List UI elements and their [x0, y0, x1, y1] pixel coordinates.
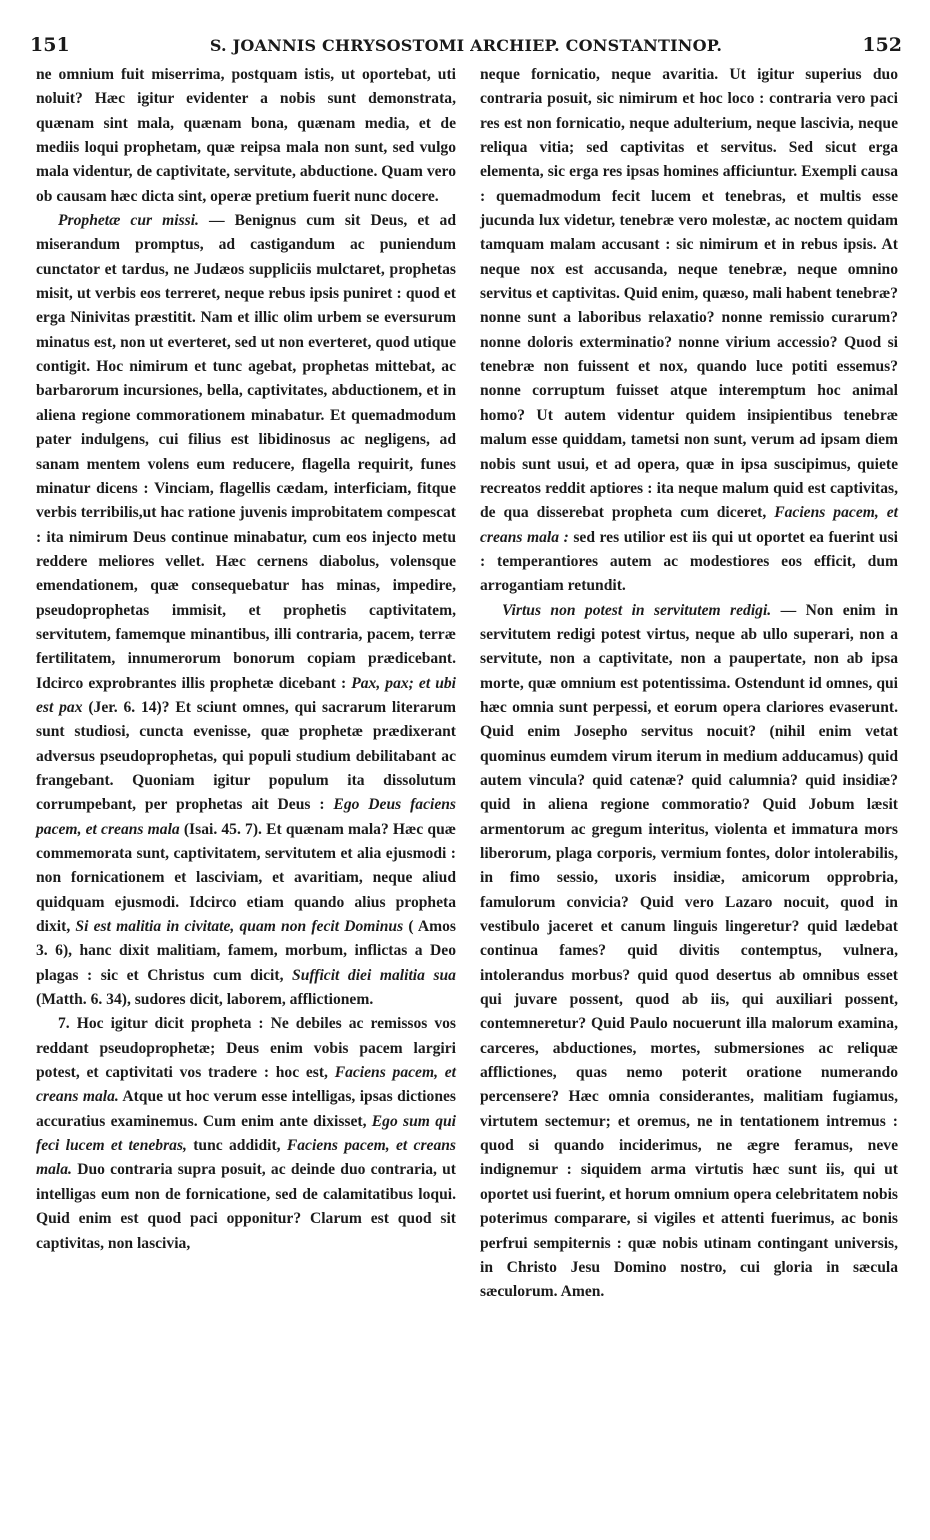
paragraph	[36, 209, 456, 1012]
paragraph-text: sed res utilior est iis qui ut oportet ea fuerint usi : temperantiores autem ac modestiores eos efficit, dum arrogantiam retundit.	[480, 528, 899, 595]
quotation: Faciens pacem, et creans mala.	[36, 1064, 456, 1106]
quotation: Ego sum qui feci lucem et tenebras,	[36, 1112, 456, 1155]
paragraph-text: Duo contraria supra posuit, ac deinde duo contraria, ut intelligas eum non de fornicatione, sed de calamitatibus loqui. Quid enim est quod paci opponitur? Clarum est quod sit captivitas, non lascivia,	[36, 1161, 456, 1252]
paragraph	[480, 599, 898, 1305]
page-number-left: 151	[30, 34, 70, 56]
running-title: S. JOANNIS CHRYSOSTOMI ARCHIEP. CONSTANTINOP.	[209, 36, 723, 55]
quotation: Faciens pacem, et creans mala :	[480, 504, 898, 546]
left-column	[36, 63, 456, 1256]
paragraph-text: neque fornicatio, neque avaritia. Ut igitur superius duo contraria posuit, sic nimirum et hoc loco : contraria vero paci res est non fornicatio, neque adulterium, neque lascivia, neque reliqua vitia; sed captivitas et servitus. Sed sicut erga elementa, sic erga res ipsas homines afficiuntur. Exempli causa : quemadmodum fecit lucem et tenebras, et multis esse jucunda lux videtur, tenebræ vero molestæ, ac noctem quidam tamquam malam accusant : sic nimirum et in rebus ipsis. At neque nox est accusanda, neque tenebræ, neque omnino servitus et captivitas. Quid enim, quæso, mali habent tenebræ? nonne sunt a laboribus relaxatio? nonne remissio curarum? nonne doloris exterminatio? nonne virium accessio? Quod si tenebræ non fuissent et nox, quando luce potiti essemus? nonne corruptum fuisset atque interemptum hoc animal homo? Ut autem videntur quidem insipientibus tenebræ malum esse quiddam, tametsi non sunt, verum ad ipsam diem nobis sunt usui, et ad opera, quæ in ipsa suscipimus, quiete recreatos reddit aptiores : ita neque malum quid est captivitas, de qua disserebat propheta cum diceret,	[480, 66, 899, 522]
paragraph-text: (Isai. 45. 7). Et quænam mala? Hæc quæ commemorata sunt, captivitatem, servitutem et alia ejusmodi : non fornicationem et lasciviam, et avaritiam, neque aliud quidquam ejusmodi. Idcirco etiam quando alius propheta dixit,	[36, 820, 456, 936]
quotation: Si est malitia in civitate, quam non fecit Dominus	[75, 918, 404, 936]
quotation: Ego Deus faciens pacem, et creans mala	[36, 796, 456, 838]
paragraph-text: Atque ut hoc verum esse intelligas, ipsas dictiones accuratius examinemus. Cum enim ante dixisset,	[36, 1088, 456, 1130]
paragraph-text: 7. Hoc igitur dicit propheta : Ne debiles ac remissos vos reddant pseudoprophetæ; Deus enim vobis pacem largiri potest, et captivitati vos tradere : hoc est,	[36, 1015, 456, 1082]
paragraph	[480, 63, 898, 599]
right-column	[480, 63, 898, 1305]
paragraph-text: (Jer. 6. 14)? Et sciunt omnes, qui sacrarum literarum sunt studiosi, cuncta evenisse, quæ prophetæ prædixerant adversus pseudoprophetas, qui populi studium debilitabant ac frangebant. Quoniam igitur populum ita dissolutum corrumpebant, per prophetas ait Deus :	[36, 698, 456, 814]
paragraph	[36, 1012, 456, 1255]
paragraph-text: ( Amos 3. 6), hanc dixit malitiam, famem, morbum, inflictas a Deo plagas : sic et Christus cum dicit,	[36, 918, 456, 984]
quotation: Faciens pacem, et creans mala.	[36, 1137, 456, 1179]
quotation: Pax, pax; et ubi est pax	[36, 674, 456, 716]
section-heading: Virtus non potest in servitutem redigi.	[502, 601, 772, 619]
quotation: Sufficit diei malitia sua	[292, 966, 456, 984]
paragraph-text: tunc addidit,	[186, 1137, 287, 1155]
paragraph-text: — Benignus cum sit Deus, et ad miserandum promptus, ad castigandum ac puniendum cunctator et tardus, ne Judæos suppliciis mulctaret, prophetas misit, ut verbis eos terreret, neque rebus ipsis puniret : quod et erga Ninivitas præstitit. Nam et illic olim urbem se eversurum minatus est, non ut everteret, sed ut non everteret, quod utique contigit. Hoc nimirum et tunc agebat, prophetas mittebat, ac barbarorum incursiones, bella, captivitates, abductionem, et in aliena regione commorationem minabatur. Et quemadmodum pater indulgens, cui filius est libidinosus ac negligens, ad sanam mentem volens eum reducere, flagella requirit, funes minatur dicens : Vinciam, flagellis cædam, interficiam, fitque verbis terribilis,ut hac ratione juvenis improbitatem compescat : ita nimirum Deus continue minabatur, cum eos injecto metu reddere meliores vellet. Hæc cernens diabolus, volensque emendationem, quæ consequebatur has minas, impedire, pseudoprophetas immisit, et prophetis captivitatem, servitutem, famemque minantibus, illi contraria, pacem, terræ fertilitatem, innumerorum bonorum copiam prædicebant. Idcirco exprobrantes illis prophetæ dicebant :	[36, 212, 456, 692]
paragraph-text: (Matth. 6. 34), sudores dicit, laborem, afflictionem.	[36, 991, 374, 1009]
paragraph: ne omnium fuit miserrima, postquam istis, ut oportebat, uti noluit? Hæc igitur evidenter a nobis sunt demonstrata, quænam sint mala, quænam bona, quænam media, et de mediis loqui prophetam, quæ reipsa mala non sunt, sed vulgo mala videntur, de captivitate, servitute, abductione. Quam vero ob causam hæc dicta sint, operæ pretium fuerit nunc docere.	[36, 66, 456, 205]
paragraph-text: — Non enim in servitutem redigi potest virtus, neque ab ullo superari, non a servitute, non a captivitate, non a paupertate, non ab ipsa morte, quæ omnium est potentissima. Ostendunt id omnes, qui hæc omnia sunt perpessi, et eorum opera clariores evaserunt. Quid enim Josepho servitus nocuit? (nihil enim vetat quominus eumdem virum iterum in medium adducamus) quid autem vincula? quid catenæ? quid calumnia? quid insidiæ? quid in aliena regione commoratio? Quid Jobum læsit armentorum ac gregum interitus, violenta et immatura mors liberorum, plaga corporis, vermium fontes, dolor intolerabilis, in fimo sessio, uxoris insidiæ, amicorum opprobria, famulorum convicia? Quid vero Lazaro nocuit, quod in vestibulo jaceret et canum linguis lingeretur? quid lædebat continua fames? quid divitis contemptus, vulnera, intolerandus morbus? quid quod desertus ab omnibus esset qui juvare possent, quod ab iis, qui auxiliari possent, contemneretur? Quid Paulo nocuerunt illa malorum examina, carceres, abductiones, mortes, submersiones ac reliquæ afflictiones, quas nemo poterit oratione numerando percensere? Hæc omnia considerantes, malitiam fugiamus, virtutem sectemur; et oremus, ne in tentationem intremus : quod si quando inciderimus, ne ægre feramus, neve indignemur : siquidem arma virtutis hæc sunt iis, qui ut oportet usi fuerint, et horum omnium opera celebritatem nobis poterimus comparare, si vigiles et attenti fuerimus, ac bonis perfrui sempiternis : quæ nobis utinam contingant universis, in Christo Jesu Domino nostro, cui gloria in sæcula sæculorum. Amen.	[480, 601, 899, 1301]
section-heading: Prophetæ cur missi.	[58, 212, 199, 230]
page-header	[30, 34, 902, 62]
page-number-right: 152	[862, 34, 902, 56]
